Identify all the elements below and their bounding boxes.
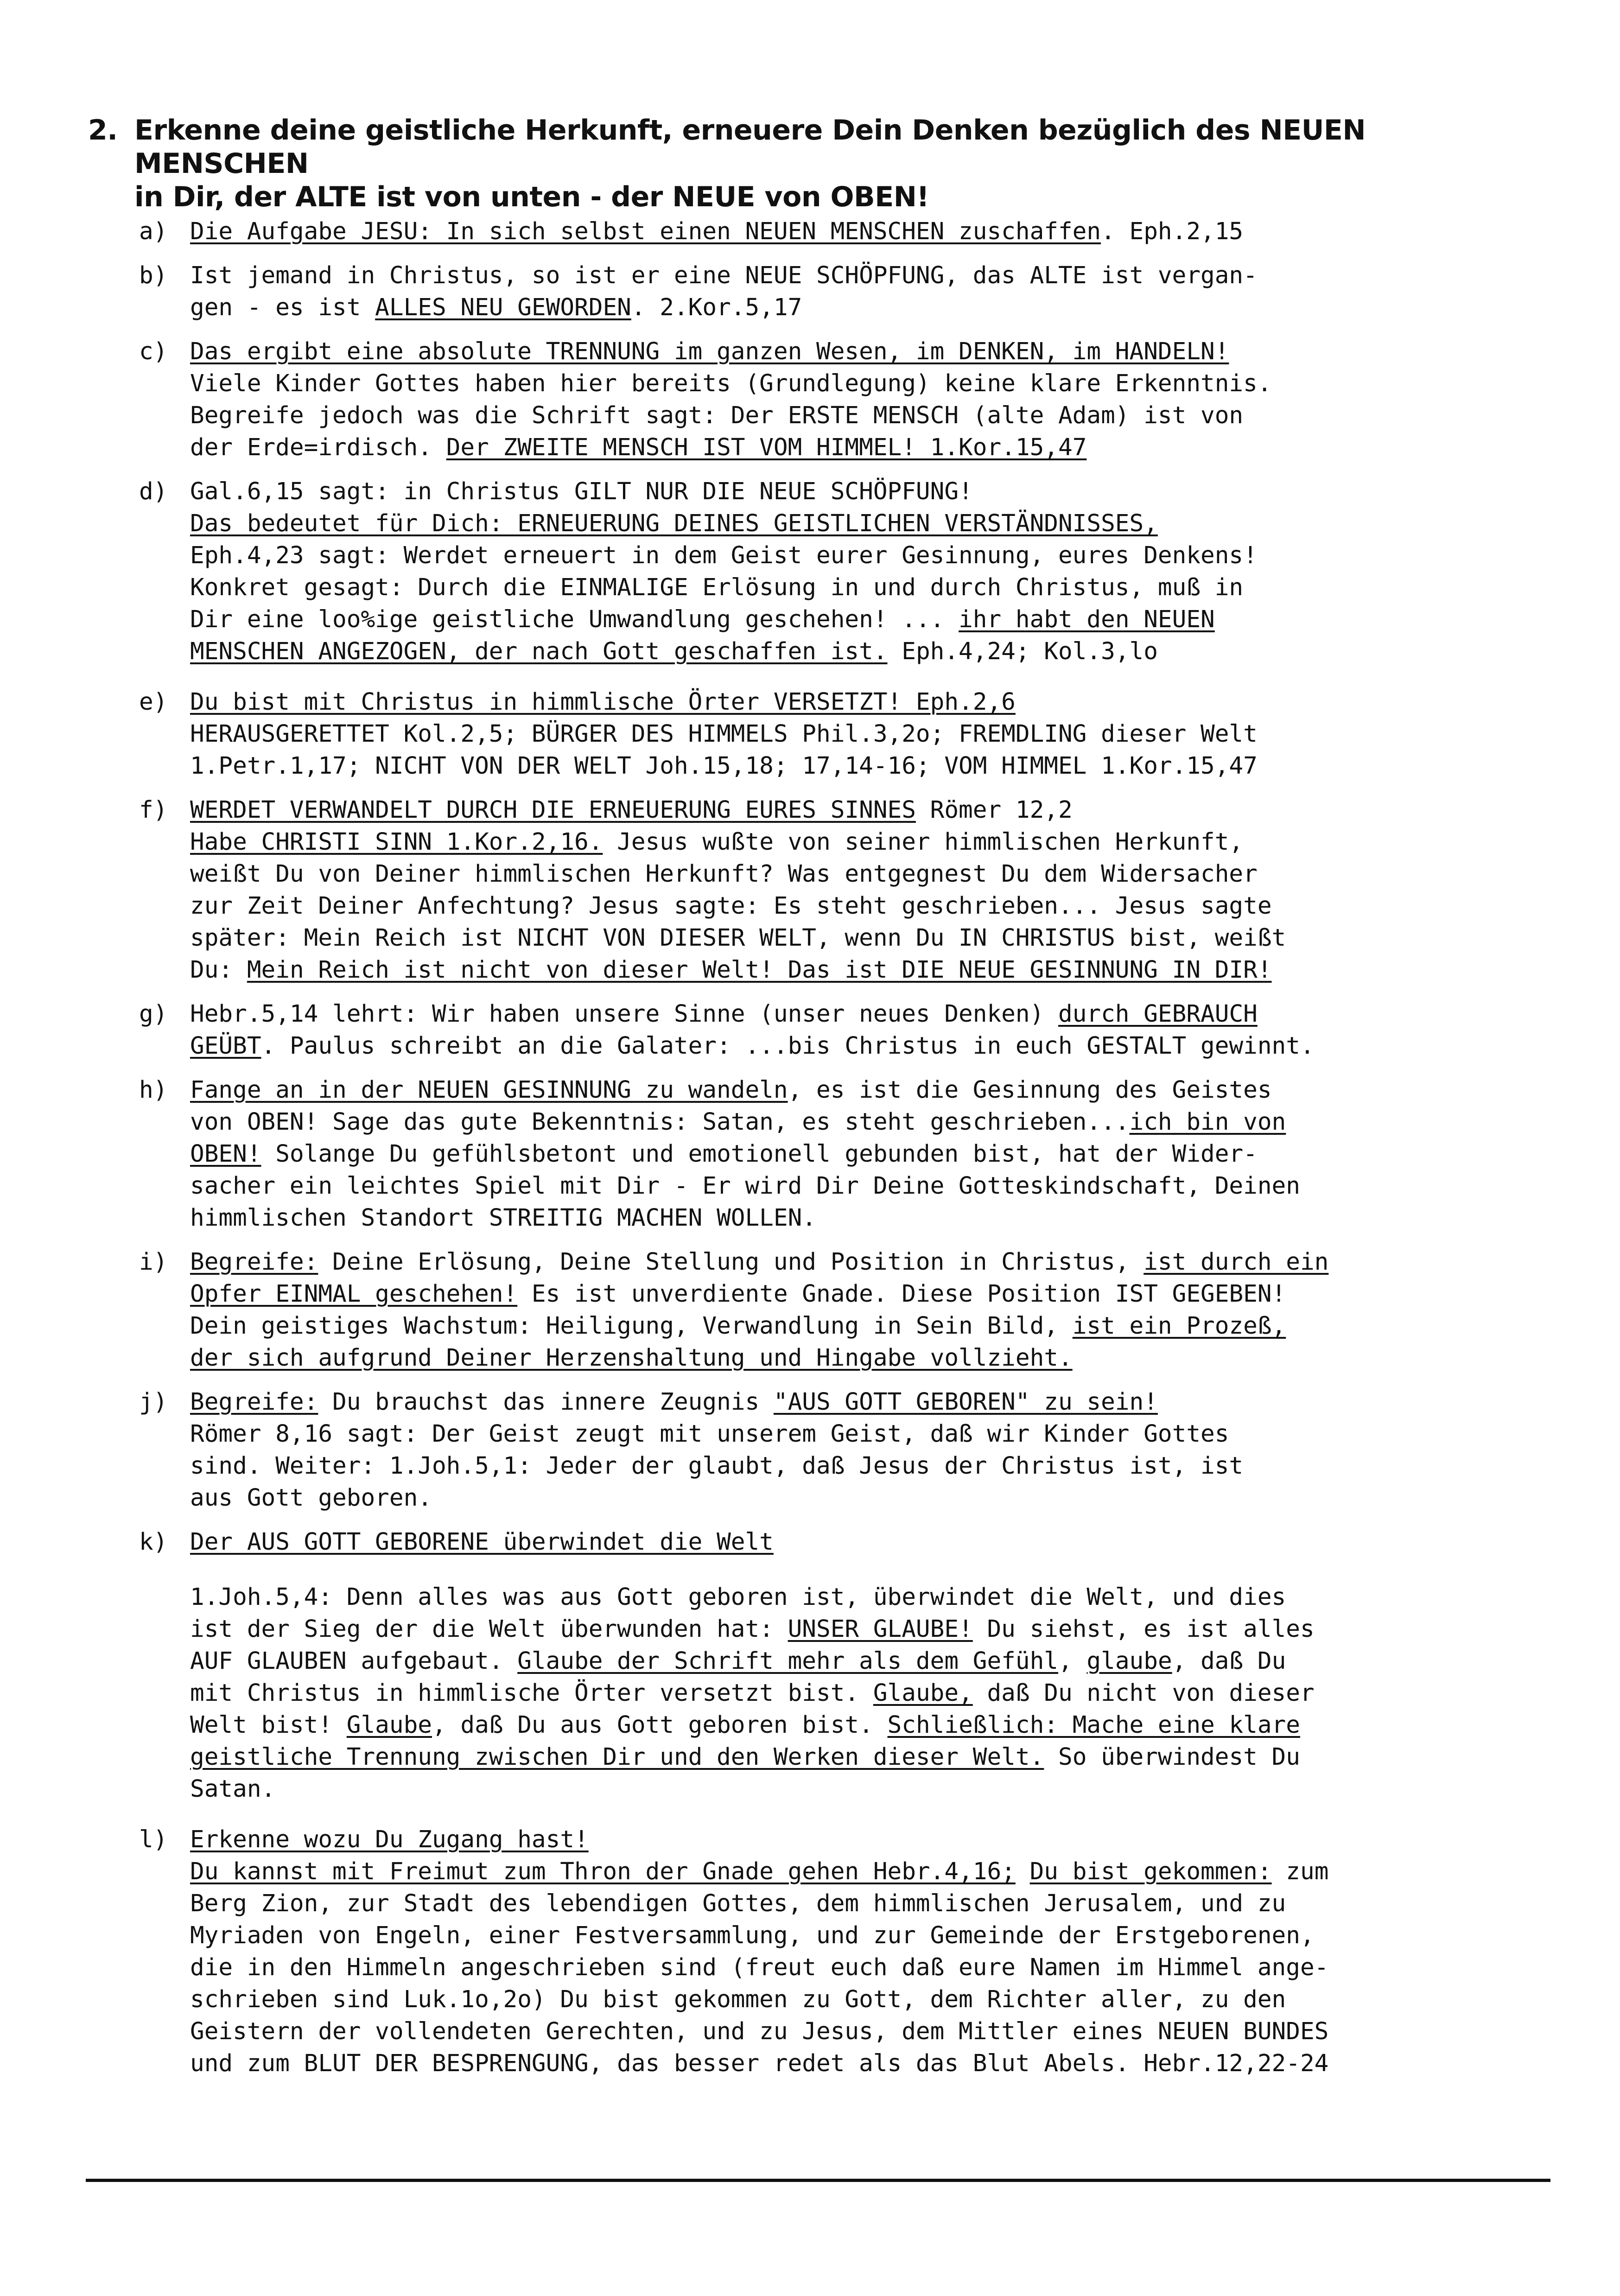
text-line <box>190 1645 1530 1677</box>
item-label: k) <box>139 1528 168 1556</box>
underlined-text: Glaube, <box>873 1679 973 1707</box>
text-line <box>190 508 1530 540</box>
underlined-text: der sich aufgrund Deiner Herzenshaltung und Hingabe vollzieht. <box>190 1344 1073 1372</box>
text-line <box>190 1984 1530 2016</box>
text-line <box>190 216 1530 248</box>
text-line <box>190 336 1530 368</box>
item-list <box>139 216 1530 2092</box>
text-segment: weißt Du von Deiner himmlischen Herkunft? Was entgegnest Du dem Widersacher <box>190 860 1258 888</box>
heading-line-1: Erkenne deine geistliche Herkunft, erneuere Dein Denken bezüglich des NEUEN MENSCHEN <box>134 114 1366 180</box>
text-line <box>190 1677 1530 1709</box>
text-segment: Viele Kinder Gottes haben hier bereits (Grundlegung) keine klare Erkenntnis. <box>190 370 1272 397</box>
list-item <box>139 216 1530 248</box>
item-label: e) <box>139 688 168 716</box>
text-segment: , es ist die Gesinnung des Geistes <box>788 1076 1272 1104</box>
text-segment: später: Mein Reich ist NICHT VON DIESER WELT, wenn Du IN CHRISTUS bist, weißt <box>190 924 1286 952</box>
text-line <box>190 1310 1530 1342</box>
text-segment: Es ist unverdiente Gnade. Diese Position IST GEGEBEN! <box>517 1280 1286 1308</box>
text-segment: mit Christus in himmlische Örter versetzt bist. <box>190 1679 873 1707</box>
text-segment: sacher ein leichtes Spiel mit Dir - Er wird Dir Deine Gotteskindschaft, Deinen <box>190 1172 1300 1200</box>
text-segment: der Erde=irdisch. <box>190 434 446 461</box>
text-line <box>190 1138 1530 1170</box>
text-line <box>190 1581 1530 1613</box>
underlined-text: Begreife: <box>190 1388 318 1416</box>
text-line <box>190 1709 1530 1741</box>
text-segment: Geistern der vollendeten Gerechten, und zu Jesus, dem Mittler eines NEUEN BUNDES <box>190 2018 1329 2045</box>
list-item <box>139 260 1530 324</box>
item-label: b) <box>139 262 168 289</box>
text-line <box>190 572 1530 604</box>
text-line <box>190 1030 1530 1062</box>
item-label: g) <box>139 1000 168 1028</box>
underlined-text: Du bist gekommen: <box>1029 1858 1272 1885</box>
text-segment: , daß Du aus Gott geboren bist. <box>432 1711 888 1739</box>
underlined-text: ihr habt den NEUEN <box>959 606 1215 633</box>
text-line <box>190 1952 1530 1984</box>
text-segment: Berg Zion, zur Stadt des lebendigen Gottes, dem himmlischen Jerusalem, und zu <box>190 1890 1286 1917</box>
text-segment: Myriaden von Engeln, einer Festversammlung, und zur Gemeinde der Erstgeborenen, <box>190 1922 1315 1949</box>
text-segment: Eph.4,24; Kol.3,lo <box>887 638 1158 665</box>
text-segment: Gal.6,15 sagt: in Christus GILT NUR DIE NEUE SCHÖPFUNG! <box>190 478 973 505</box>
item-label: j) <box>139 1388 168 1416</box>
text-line <box>190 432 1530 464</box>
bottom-rule <box>86 2179 1550 2182</box>
text-line <box>190 1386 1530 1418</box>
underlined-text: Begreife: <box>190 1248 318 1276</box>
underlined-text: MENSCHEN ANGEZOGEN, der nach Gott geschaffen ist. <box>190 638 888 665</box>
text-line <box>190 2048 1530 2080</box>
text-segment: Eph.4,23 sagt: Werdet erneuert in dem Geist eurer Gesinnung, eures Denkens! <box>190 542 1258 569</box>
text-segment: 1.Joh.5,4: Denn alles was aus Gott geboren ist, überwindet die Welt, und dies <box>190 1584 1286 1611</box>
list-item <box>139 686 1530 782</box>
underlined-text: Habe CHRISTI SINN 1.Kor.2,16. <box>190 828 603 856</box>
underlined-text: GEÜBT <box>190 1032 261 1060</box>
text-segment: Welt bist! <box>190 1711 347 1739</box>
underlined-text: Mein Reich ist nicht von dieser Welt! Das ist DIE NEUE GESINNUNG IN DIR! <box>247 956 1272 984</box>
underlined-text: durch GEBRAUCH <box>1058 1000 1258 1028</box>
underlined-text: Die Aufgabe JESU: In sich selbst einen NEUEN MENSCHEN zuschaffen <box>190 218 1101 245</box>
text-segment: Dein geistiges Wachstum: Heiligung, Verwandlung in Sein Bild, <box>190 1312 1073 1340</box>
underlined-text: OBEN! <box>190 1140 261 1168</box>
text-line <box>190 1526 1530 1558</box>
underlined-text: Der ZWEITE MENSCH IST VOM HIMMEL! 1.Kor.15,47 <box>446 434 1087 461</box>
underlined-text: ist durch ein <box>1144 1248 1329 1276</box>
underlined-text: ist ein Prozeß, <box>1072 1312 1286 1340</box>
text-line <box>190 1278 1530 1310</box>
item-label: d) <box>139 478 168 505</box>
text-line <box>190 636 1530 668</box>
text-segment: . Eph.2,15 <box>1101 218 1244 245</box>
text-line <box>190 1170 1530 1202</box>
text-line <box>190 826 1530 858</box>
text-segment: gen - es ist <box>190 294 375 321</box>
text-segment: So überwindest Du <box>1044 1743 1300 1771</box>
underlined-text: geistliche Trennung zwischen Dir und den Werken dieser Welt. <box>190 1743 1044 1771</box>
text-line <box>190 1773 1530 1805</box>
text-segment: Römer 12,2 <box>915 796 1073 824</box>
item-label: a) <box>139 218 168 245</box>
text-line <box>190 718 1530 750</box>
text-line <box>190 1741 1530 1773</box>
text-segment: Du: <box>190 956 247 984</box>
underlined-text: Glaube der Schrift mehr als dem Gefühl <box>517 1647 1058 1675</box>
text-line <box>190 998 1530 1030</box>
list-item <box>139 336 1530 464</box>
text-line <box>190 1824 1530 1856</box>
text-segment: AUF GLAUBEN aufgebaut. <box>190 1647 518 1675</box>
item-label: l) <box>139 1826 168 1853</box>
text-segment: Konkret gesagt: Durch die EINMALIGE Erlösung in und durch Christus, muß in <box>190 574 1244 601</box>
text-line <box>190 1482 1530 1514</box>
list-item <box>139 1526 1530 1805</box>
item-label: f) <box>139 796 168 824</box>
text-segment: Römer 8,16 sagt: Der Geist zeugt mit unserem Geist, daß wir Kinder Gottes <box>190 1420 1229 1448</box>
text-line <box>190 2016 1530 2048</box>
text-line <box>190 604 1530 636</box>
text-line <box>190 1888 1530 1920</box>
text-segment: zum <box>1271 1858 1329 1885</box>
underlined-text: Schließlich: Mache eine klare <box>887 1711 1300 1739</box>
list-item <box>139 1386 1530 1514</box>
underlined-text: Glaube <box>346 1711 432 1739</box>
text-line <box>190 1920 1530 1952</box>
text-line <box>190 1246 1530 1278</box>
text-line <box>190 1342 1530 1374</box>
underlined-text: ich bin von <box>1129 1108 1286 1136</box>
item-label: i) <box>139 1248 168 1276</box>
text-segment: Deine Erlösung, Deine Stellung und Position in Christus, <box>318 1248 1144 1276</box>
text-segment: sind. Weiter: 1.Joh.5,1: Jeder der glaubt, daß Jesus der Christus ist, ist <box>190 1452 1244 1480</box>
text-segment: und zum BLUT DER BESPRENGUNG, das besser redet als das Blut Abels. Hebr.12,22-24 <box>190 2050 1329 2077</box>
text-line <box>190 794 1530 826</box>
underlined-text: Das bedeutet für Dich: ERNEUERUNG DEINES GEISTLICHEN VERSTÄNDNISSES, <box>190 510 1158 537</box>
text-segment: , daß Du <box>1172 1647 1286 1675</box>
text-segment: . Paulus schreibt an die Galater: ...bis Christus in euch GESTALT gewinnt. <box>261 1032 1315 1060</box>
section-number: 2. <box>88 114 118 146</box>
list-item <box>139 476 1530 668</box>
text-line <box>190 922 1530 954</box>
text-line <box>190 1856 1530 1888</box>
underlined-text: Das ergibt eine absolute TRENNUNG im ganzen Wesen, im DENKEN, im HANDELN! <box>190 338 1229 365</box>
text-segment: aus Gott geboren. <box>190 1484 432 1512</box>
text-segment: , <box>1058 1647 1087 1675</box>
text-segment: Dir eine loo%ige geistliche Umwandlung geschehen! ... <box>190 606 959 633</box>
text-segment: . 2.Kor.5,17 <box>631 294 802 321</box>
text-line <box>190 1450 1530 1482</box>
text-segment: Du brauchst das innere Zeugnis <box>318 1388 774 1416</box>
text-segment: Du siehst, es ist alles <box>972 1615 1315 1643</box>
text-segment: die in den Himmeln angeschrieben sind (freut euch daß eure Namen im Himmel ange- <box>190 1954 1329 1981</box>
underlined-text: Du kannst mit Freimut zum Thron der Gnade gehen Hebr.4,16; <box>190 1858 1016 1885</box>
text-line <box>190 686 1530 718</box>
text-segment: Jesus wußte von seiner himmlischen Herkunft, <box>603 828 1244 856</box>
item-label: c) <box>139 338 168 365</box>
list-item <box>139 998 1530 1062</box>
text-segment: daß Du nicht von dieser <box>972 1679 1315 1707</box>
text-segment: schrieben sind Luk.1o,2o) Du bist gekommen zu Gott, dem Richter aller, zu den <box>190 1986 1286 2013</box>
text-line <box>190 890 1530 922</box>
underlined-text: UNSER GLAUBE! <box>788 1615 973 1643</box>
underlined-text: Opfer EINMAL geschehen! <box>190 1280 518 1308</box>
text-segment <box>1016 1858 1030 1885</box>
text-segment: 1.Petr.1,17; NICHT VON DER WELT Joh.15,18; 17,14-16; VOM HIMMEL 1.Kor.15,47 <box>190 752 1258 780</box>
text-segment: HERAUSGERETTET Kol.2,5; BÜRGER DES HIMMELS Phil.3,2o; FREMDLING dieser Welt <box>190 720 1258 748</box>
text-segment: Hebr.5,14 lehrt: Wir haben unsere Sinne (unser neues Denken) <box>190 1000 1058 1028</box>
text-segment: zur Zeit Deiner Anfechtung? Jesus sagte: Es steht geschrieben... Jesus sagte <box>190 892 1272 920</box>
text-line <box>190 750 1530 782</box>
text-line <box>190 1074 1530 1106</box>
text-line <box>190 260 1530 292</box>
underlined-text: "AUS GOTT GEBOREN" zu sein! <box>773 1388 1158 1416</box>
underlined-text: WERDET VERWANDELT DURCH DIE ERNEUERUNG EURES SINNES <box>190 796 916 824</box>
underlined-text: glaube <box>1086 1647 1172 1675</box>
list-item <box>139 1824 1530 2080</box>
underlined-text: Erkenne wozu Du Zugang hast! <box>190 1826 589 1853</box>
text-line <box>190 540 1530 572</box>
underlined-text: ALLES NEU GEWORDEN <box>375 294 631 321</box>
text-line <box>190 1202 1530 1234</box>
underlined-text: Der AUS GOTT GEBORENE überwindet die Welt <box>190 1528 774 1556</box>
text-segment: Begreife jedoch was die Schrift sagt: Der ERSTE MENSCH (alte Adam) ist von <box>190 402 1244 429</box>
text-line <box>190 476 1530 508</box>
heading-line-2: in Dir, der ALTE ist von unten - der NEUE von OBEN! <box>134 181 929 213</box>
text-segment: von OBEN! Sage das gute Bekenntnis: Satan, es steht geschrieben... <box>190 1108 1130 1136</box>
text-line <box>190 1418 1530 1450</box>
underlined-text: Fange an in der NEUEN GESINNUNG zu wandeln <box>190 1076 788 1104</box>
text-line <box>190 858 1530 890</box>
text-segment: Ist jemand in Christus, so ist er eine NEUE SCHÖPFUNG, das ALTE ist vergan- <box>190 262 1258 289</box>
underlined-text: Du bist mit Christus in himmlische Örter VERSETZT! Eph.2,6 <box>190 688 1016 716</box>
text-line <box>190 954 1530 986</box>
text-line <box>190 400 1530 432</box>
list-item <box>139 1246 1530 1374</box>
text-segment: ist der Sieg der die Welt überwunden hat: <box>190 1615 788 1643</box>
section-heading <box>88 114 1544 214</box>
text-line <box>190 1106 1530 1138</box>
text-segment: himmlischen Standort STREITIG MACHEN WOLLEN. <box>190 1204 817 1232</box>
text-segment: Solange Du gefühlsbetont und emotionell gebunden bist, hat der Wider- <box>261 1140 1258 1168</box>
text-line <box>190 292 1530 324</box>
text-segment: Satan. <box>190 1775 276 1803</box>
text-line <box>190 368 1530 400</box>
list-item <box>139 1074 1530 1234</box>
list-item <box>139 794 1530 986</box>
item-label: h) <box>139 1076 168 1104</box>
text-line <box>190 1613 1530 1645</box>
